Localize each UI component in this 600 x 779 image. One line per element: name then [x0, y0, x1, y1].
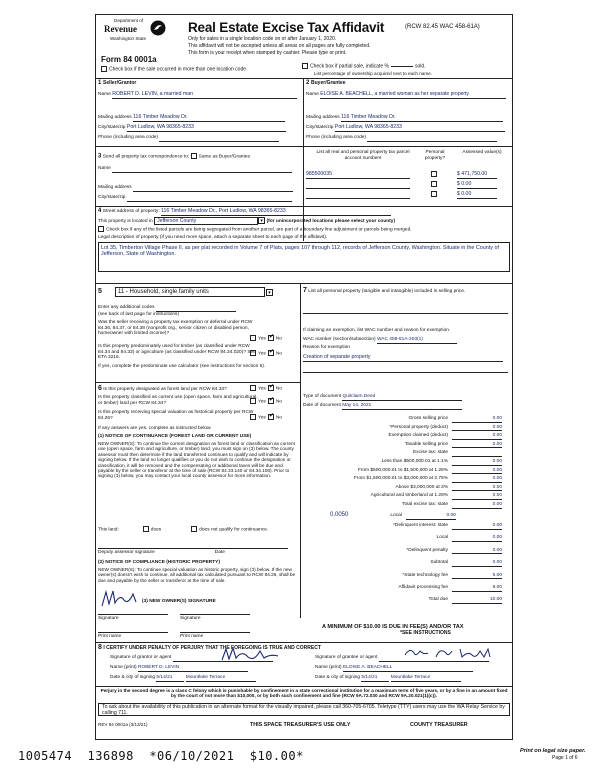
additional-codes-field[interactable]	[156, 305, 236, 312]
calc-row	[303, 573, 508, 580]
use-code-select[interactable]	[115, 287, 265, 297]
sec3-name-label: Name	[98, 166, 111, 171]
certify-row	[98, 644, 321, 652]
seller-name-field[interactable]: ROBERT D. LEVIN, a married man	[112, 92, 297, 99]
seller-mail-label: Mailing address	[98, 115, 132, 120]
parcel-number-field[interactable]	[306, 182, 410, 189]
personal-header: Personal property?	[424, 150, 446, 161]
seller-phone-label: Phone (including area code)	[98, 135, 159, 140]
sec7-label-text: List all personal property (tangible and intangible) included in selling price.	[308, 289, 466, 294]
grantor-sig-label: Signature of grantor or agent	[110, 655, 172, 660]
calc-row-label: Taxable selling price	[404, 441, 448, 447]
list-pct-note: List percentage of ownership acquired next to each name.	[314, 71, 432, 76]
calc-row-label: Gross selling price	[408, 416, 448, 421]
county-select[interactable]	[154, 217, 258, 225]
new-owner-sig-label: (3) NEW OWNER(S) SIGNATURE	[142, 599, 216, 604]
calc-row-label: *Personal property (deduct)	[389, 424, 448, 430]
calc-row-label: Less than $500,000.01 at 1.1%	[381, 459, 448, 464]
sec6-q1-text: Is this property designated as forest land per RCW 84.33?	[103, 387, 227, 392]
grantor-name-label: Name (print)	[110, 665, 137, 670]
calc-row-label: Local	[436, 535, 448, 541]
parcels-header: List all real and personal property tax parcel account numbers	[316, 150, 410, 161]
multi-location-label: Check box if the sale occurred in more than one location code.	[109, 66, 248, 73]
sec3-num: 3	[98, 153, 102, 160]
calc-row	[303, 442, 508, 449]
grantor-signature-image	[220, 646, 280, 664]
current-use-yes-checkbox[interactable]	[250, 398, 256, 404]
reason-label: Reason for exemption	[303, 345, 350, 350]
calc-row-value[interactable]: 0.00	[452, 485, 502, 492]
calc-row	[303, 433, 508, 440]
calc-row-value[interactable]: 5.00	[452, 585, 502, 592]
calc-row	[303, 535, 508, 542]
sec5-q1: Was the seller receiving a property tax exemption or deferral under RCW 84.36, 84.37, or 84.38 (nonprofit org., senior citizen or disabled person, homeowner with limited income)?	[98, 320, 253, 337]
grantor-name-field[interactable]: ROBERT D. LEVIN	[138, 665, 248, 672]
forest-yes-checkbox[interactable]	[250, 385, 256, 391]
county-treasurer: COUNTY TREASURER	[410, 722, 468, 728]
ada-notice: To ask about the availability of this publication in an alternate format for the visually impaired, please call 360-705-6705. Teletype (TTY) users may use the WA Relay Service by calling 711.	[102, 704, 505, 716]
doc-date-label: Date of document	[303, 403, 341, 408]
calc-row-label: From $1,500,000.01 to $3,000,000 at 2.75%	[353, 476, 448, 482]
legal-paper-note: Print on legal size paper.	[520, 748, 586, 754]
grantor-date-field[interactable]: 5/14/21	[156, 675, 184, 682]
seller-city-field[interactable]: Port Ludlow, WA 98365-8233	[127, 125, 286, 132]
doc-type-label: Type of document	[303, 394, 342, 399]
buyer-heading	[306, 80, 345, 87]
buyer-num: 2	[306, 80, 310, 86]
no-label: No	[275, 399, 282, 405]
current-use-no-checkbox[interactable]	[268, 398, 274, 404]
owner-signature-image	[100, 588, 140, 610]
parcel-number-field[interactable]: 985500035	[306, 172, 410, 179]
calc-row	[303, 548, 508, 555]
buyer-name-field[interactable]: ELOISE A. BEACHELL, a married woman as her separate property	[320, 92, 506, 99]
yes-label: Yes	[258, 399, 266, 405]
sec6-q3: Is this property receiving special valuation as historical property per RCW 84.26?	[98, 410, 254, 421]
calc-row	[303, 450, 508, 457]
calc-row-value[interactable]: 0.00	[452, 476, 502, 483]
calc-row-label: Affidavit processing fee	[398, 585, 448, 590]
seller-name-label: Name	[98, 92, 111, 97]
this-land-row	[98, 526, 268, 533]
calc-row-label: *Delinquent interest: state	[393, 523, 448, 528]
signature-label-1: Signature	[98, 616, 119, 621]
yes-label: Yes	[258, 351, 266, 357]
calc-row-value[interactable]: 0.00	[452, 468, 502, 475]
partial-sale-check[interactable]	[302, 63, 426, 70]
parcel-row	[306, 181, 497, 189]
chevron-down-icon[interactable]: ▾	[258, 217, 265, 224]
dept-line3: Washington State	[110, 36, 147, 41]
historic-yes-checkbox[interactable]	[250, 414, 256, 420]
calc-row-value[interactable]: 0.00	[452, 535, 502, 542]
county-value: Jefferson County	[157, 218, 197, 224]
deputy-date-label: Date	[214, 550, 225, 555]
certify-text: I CERTIFY UNDER PENALTY OF PERJURY THAT THE FOREGOING IS TRUE AND CORRECT	[103, 645, 321, 651]
sec7-num: 7	[303, 287, 307, 294]
sec3-city-field[interactable]	[127, 195, 292, 202]
doc-type-field[interactable]: Quitclaim Deed	[342, 394, 462, 401]
print-name-label-1: Print name	[98, 634, 122, 639]
deputy-sig-label: Deputy assessor signature	[98, 550, 155, 555]
sec3-mail-field[interactable]	[133, 185, 293, 192]
calc-row	[303, 468, 508, 475]
calc-row-value[interactable]: 0.00	[452, 425, 502, 432]
grantee-date-field[interactable]: 5/14/21	[361, 675, 389, 682]
continuance-text: NEW OWNER(S): To continue the current designation as forest land or classification as current use (open space, farm and agriculture, or timber) land, you must sign on (3) below. The county assessor must then determine if the land transferred continues to qualify and will indicate by signing below. If the land no longer qualifies or you do not wish to continue the designation or classification, it will be removed and the compensating or additional taxes will be due and payable by the seller or transferor at the time of sale (RCW 84.33.140 or 84.34.108). Prior to signing (3) below, you may contact your local county assessor for more information.	[98, 441, 295, 479]
calc-row	[303, 425, 508, 432]
calc-row-label: Exemption claimed (deduct)	[388, 433, 448, 439]
does-not-label: does not qualify for continuance.	[199, 527, 269, 533]
sec5-q1-answer	[250, 335, 282, 342]
personal-property-checkbox[interactable]	[431, 191, 437, 197]
sec6-num: 6	[98, 385, 102, 392]
sec3-mail-label: Mailing address	[98, 185, 132, 190]
recording-stamp: 1005474 136898 *06/10/2021 $10.00*	[18, 749, 304, 763]
calc-row	[303, 502, 508, 509]
grantee-name-field[interactable]: ELOISE A. BEACHELL	[343, 665, 473, 672]
exemption-note: If claiming an exemption, list WAC number and reason for exemption.	[303, 328, 451, 333]
does-not-checkbox[interactable]	[191, 526, 197, 532]
sec3-name-field[interactable]	[112, 166, 292, 173]
calc-row-value[interactable]: 10.00	[452, 597, 502, 604]
calc-row-label: Total excise tax: state	[402, 502, 448, 507]
calc-row-label: *Delinquent penalty	[406, 547, 448, 553]
calc-row-value[interactable]: 0.00	[452, 442, 502, 449]
local-rate-row	[330, 512, 456, 520]
local-rate-value: 0.0050	[330, 512, 349, 518]
calc-row	[303, 585, 508, 592]
seller-phone-field[interactable]	[159, 135, 279, 142]
historic-no-checkbox[interactable]	[268, 414, 274, 420]
no-label: No	[275, 351, 282, 357]
additional-codes-label: Enter any additional codes	[98, 305, 155, 310]
form-number: Form 84 0001a	[101, 55, 157, 64]
calc-row-label: *State technology fee	[402, 572, 448, 578]
segregated-checkbox[interactable]	[98, 226, 104, 232]
local-label: Local	[390, 513, 402, 518]
statute: (RCW 82.45 WAC 458-61A)	[405, 24, 480, 30]
header-line1: Only for sales in a single location code on or after January 1, 2020.	[188, 36, 337, 42]
page-number: Page 1 of 6	[552, 755, 578, 761]
wac-label: WAC number (section/subsection)	[303, 337, 376, 342]
sec6-q1	[98, 385, 258, 393]
calc-row-value[interactable]: 0.00	[452, 433, 502, 440]
ada-notice-box	[98, 703, 510, 716]
local-tax-value[interactable]: 0.00	[406, 513, 456, 520]
buyer-heading-label: Buyer/Grantee	[311, 80, 346, 86]
parcel-row	[306, 191, 497, 199]
sec7-label	[303, 287, 508, 295]
revenue-logo-icon	[150, 20, 166, 36]
does-label: does	[150, 527, 162, 533]
chevron-down-icon[interactable]: ▾	[266, 289, 273, 296]
q2-no-checkbox[interactable]	[268, 350, 274, 356]
grantor-date-label: Date & city of signing	[110, 675, 156, 680]
calc-row-label: Agricultural and timberland at 1.28%	[370, 493, 448, 499]
buyer-name-label: Name	[306, 92, 319, 97]
sec6-q1-answer	[250, 385, 282, 392]
buyer-city-label: City/state/zip	[306, 125, 334, 130]
forest-no-checkbox[interactable]	[268, 385, 274, 391]
calc-row-value[interactable]: 0.00	[452, 493, 502, 500]
does-checkbox[interactable]	[143, 526, 149, 532]
buyer-mail-field[interactable]: 116 Timber Meadow Dr.	[341, 115, 503, 122]
same-as-buyer-label: Same as Buyer/Grantee	[198, 154, 251, 160]
sec5-num: 5	[98, 288, 102, 295]
assessed-header: Assessed value(s)	[462, 150, 502, 155]
calc-row-value[interactable]: 5.00	[452, 573, 502, 580]
compliance-title: (2) NOTICE OF COMPLIANCE (HISTORIC PROPERTY)	[98, 560, 220, 565]
q1-no-checkbox[interactable]	[268, 335, 274, 341]
buyer-city-field[interactable]: Port Ludlow, WA 98365-8233	[335, 125, 505, 132]
calc-row-label: Subtotal	[430, 560, 448, 566]
parcel-row	[306, 171, 497, 179]
assessed-value-field[interactable]: $ 471,750.00	[457, 172, 497, 179]
sec8-num: 8	[98, 644, 102, 651]
yes-label: Yes	[258, 386, 266, 392]
calc-row	[303, 416, 508, 423]
grantee-name-label: Name (print)	[315, 665, 342, 670]
seller-mail-field[interactable]: 116 Timber Meadow Dr.	[133, 115, 285, 122]
segregated-label: Check box if any of the listed parcels are being segregated from another parcel, are part of a boundary line adjustment or parcels being merged.	[106, 227, 412, 233]
sec5-q2-answer	[250, 350, 282, 357]
q1-yes-checkbox[interactable]	[250, 335, 256, 341]
sec6-q2: Is this property classified as current use (open space, farm and agricultural, or timber) land per RCW 84.34?	[98, 395, 258, 406]
legal-desc-label: Legal description of property (if you need more space, attach a separate sheet to each page of the affidavit).	[98, 235, 328, 240]
calc-row	[303, 493, 508, 500]
calc-row	[303, 459, 508, 466]
minimum-note: A MINIMUM OF $10.00 IS DUE IN FEE(S) AND/OR TAX	[322, 624, 464, 630]
seller-heading-label: Seller/Grantor	[103, 80, 137, 86]
print-name-label-2: Print name	[180, 634, 204, 639]
grantor-city-field[interactable]: Mountlake Terrace	[186, 675, 256, 682]
dept-line2: Revenue	[104, 24, 137, 34]
seller-num: 1	[98, 80, 102, 86]
buyer-phone-field[interactable]	[367, 135, 497, 142]
multi-location-check[interactable]	[101, 66, 247, 73]
calc-row-value[interactable]	[452, 450, 502, 457]
calc-row-value[interactable]: 0.00	[452, 548, 502, 555]
header-line2: This affidavit will not be accepted unless all areas on all pages are fully completed.	[188, 43, 371, 49]
located-label: This property is located in	[98, 219, 153, 224]
use-code-value: 11 - Household, single family units	[118, 289, 209, 295]
legal-description-field[interactable]	[98, 242, 510, 272]
multi-location-checkbox[interactable]	[101, 66, 107, 72]
personal-property-checkbox[interactable]	[431, 171, 437, 177]
partial-sale-label: Check box if partial sale, indicate %	[310, 63, 389, 70]
sec6-q2-answer	[250, 398, 282, 405]
grantee-city-field[interactable]: Mountlake Terrace	[391, 675, 461, 682]
partial-sale-checkbox[interactable]	[302, 63, 308, 69]
grantee-sig-label: Signature of grantee or agent	[315, 655, 378, 660]
calc-row-value[interactable]: 0.00	[452, 502, 502, 509]
assessed-value-field[interactable]: $ 0.00	[457, 192, 497, 199]
compliance-text: NEW OWNER(S): To continue special valuation as historic property, sign (3) below. If the new owner(s) doesn't wish to continue, all additional tax calculated pursuant to RCW 84.26, shall be due and payable by the seller or transferor at the time of sale.	[98, 567, 296, 583]
sold-label: sold.	[414, 63, 426, 70]
calc-row-value[interactable]: 0.00	[452, 560, 502, 567]
sec6-q3-answer	[250, 414, 282, 421]
calc-row	[303, 523, 508, 530]
buyer-mail-label: Mailing address	[306, 115, 340, 120]
header-line3: This form is your receipt when stamped by cashier. Please type or print.	[188, 50, 347, 56]
if-yes-note: If any answers are yes, complete as instructed below.	[98, 426, 212, 431]
legal-description-text: Lot 35, Timberton Village Phase II, as per plat recorded in Volume 7 of Plats, pages 107 through 112, records of Jefferson County, Washington. Situate in the County of Jefferson, State of Washington.	[101, 245, 499, 258]
calc-row-label: Above $3,000,000 at 3%	[395, 484, 448, 490]
calc-row-value[interactable]: 0.00	[452, 416, 502, 423]
see-instructions: *SEE INSTRUCTIONS	[400, 630, 451, 636]
dept-line1: Department of	[114, 18, 144, 23]
personal-property-checkbox[interactable]	[431, 181, 437, 187]
seller-city-label: City/state/zip	[98, 125, 126, 130]
yes-label: Yes	[258, 415, 266, 421]
sec3-label: Send all property tax correspondence to:	[102, 154, 190, 160]
calc-row	[303, 597, 508, 604]
sec5-q2: Is this property predominately used for timber (as classified under RCW 84.34 and 84.33) or agriculture (as classified under RCW 84.34.020)? See ETA 3215.	[98, 344, 256, 361]
assessed-value-field[interactable]: $ 0.00	[457, 182, 497, 189]
grantee-signature-image	[402, 645, 497, 661]
buyer-phone-label: Phone (including area code)	[306, 135, 367, 140]
wac-field[interactable]: WAC 458-61A-203(1)	[377, 337, 457, 344]
calc-row	[303, 485, 508, 492]
calc-row-label: From $500,000.01 to $1,500,000 at 1.28%	[357, 467, 448, 473]
see-back-note: (see back of last page for instructions)	[98, 312, 180, 317]
treasurer-use: THIS SPACE TREASURER'S USE ONLY	[250, 722, 351, 728]
calc-row	[303, 476, 508, 483]
calc-row-value[interactable]: 0.00	[452, 523, 502, 530]
page-title: Real Estate Excise Tax Affidavit	[188, 20, 385, 35]
same-as-buyer-checkbox[interactable]	[191, 153, 197, 159]
reason-field[interactable]: Creation of separate property	[303, 355, 503, 362]
grantee-date-label: Date & city of signing	[315, 675, 361, 680]
calc-row-label: Excise tax: state	[413, 450, 448, 456]
this-land-label: This land:	[98, 527, 119, 533]
sec4-num: 4	[98, 208, 102, 214]
yes-label: Yes	[258, 336, 266, 342]
parcel-number-field[interactable]	[306, 192, 410, 199]
seller-heading	[98, 80, 136, 87]
sec3-city-label: City/state/zip	[98, 195, 126, 200]
no-label: No	[275, 415, 282, 421]
calc-row-label: Total due	[428, 597, 448, 603]
q2-yes-checkbox[interactable]	[250, 350, 256, 356]
signature-label-2: Signature	[180, 616, 201, 621]
rev-code: REV 84 0001a (3/13/21)	[98, 722, 148, 727]
no-label: No	[275, 336, 282, 342]
no-label: No	[275, 386, 282, 392]
unincorporated-note: (for unincorporated locations please select your county)	[266, 219, 396, 224]
perjury-notice: Perjury in the second degree is a class C felony which is punishable by confinement in a state correctional institution for a maximum term of five years, or by a fine in an amount fixed by the court of not more than $10,000, or by both such confinement and fine (RCW 9A.72.030 and RCW 9A.20.021(1)(c)).	[100, 688, 508, 699]
doc-date-field[interactable]: May 14, 2021	[342, 403, 462, 410]
street-label: Street address of property:	[102, 209, 160, 214]
continuance-title: (1) NOTICE OF CONTINUANCE (FOREST LAND OR CURRENT USE)	[98, 434, 252, 439]
calc-row	[303, 560, 508, 567]
calc-row-value[interactable]: 0.00	[452, 459, 502, 466]
sec5-q2b: If yes, complete the predominate use calculator (see instructions for section 5).	[98, 364, 266, 369]
street-address-field[interactable]: 116 Timber Meadow Dr., Port Ludlow, WA 98365-8233	[161, 209, 391, 216]
dor-logo	[100, 16, 172, 56]
